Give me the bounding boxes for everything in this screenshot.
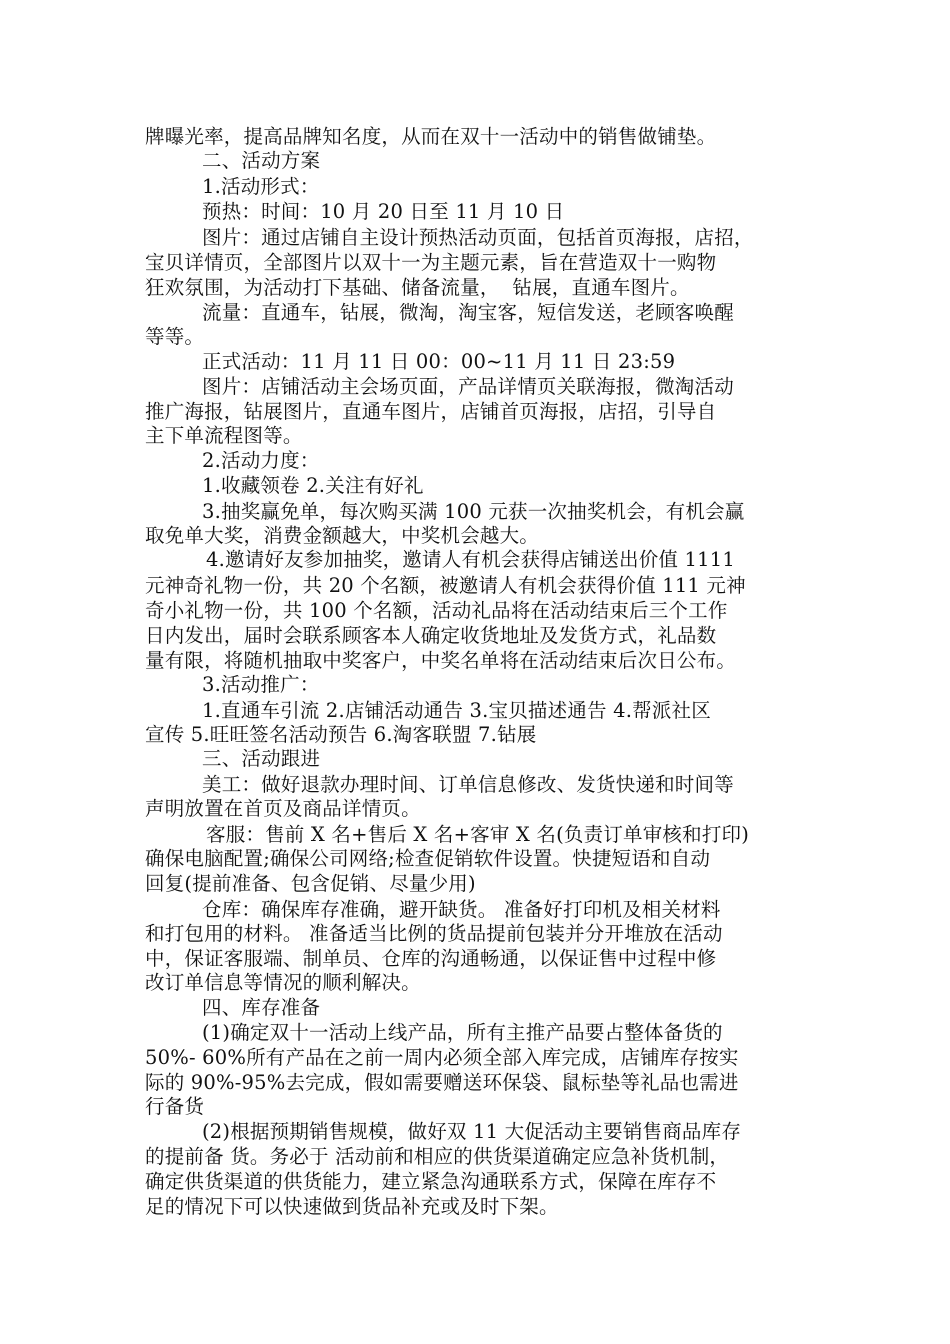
text-line: 牌曝光率，提高品牌知名度，从而在双十一活动中的销售做铺垫。 [145, 125, 717, 148]
text-line: 足的情况下可以快速做到货品补充或及时下架。 [145, 1195, 559, 1218]
section-heading: 四、库存准备 [202, 996, 321, 1019]
text-line: 3.抽奖赢免单，每次购买满 100 元获一次抽奖机会，有机会赢 [202, 500, 745, 523]
text-line: 客服：售前 X 名+售后 X 名+客审 X 名(负责订单审核和打印) [206, 823, 750, 846]
text-line: 美工：做好退款办理时间、订单信息修改、发货快递和时间等 [202, 773, 734, 796]
text-line: 日内发出，届时会联系顾客本人确定收货地址及发货方式，礼品数 [145, 624, 717, 647]
subheading: 3.活动推广： [202, 673, 320, 696]
text-line: 回复(提前准备、包含促销、尽量少用) [145, 872, 476, 895]
text-line: 的提前备 货。务必于 活动前和相应的供货渠道确定应急补货机制， [145, 1145, 730, 1168]
subheading: 2.活动力度： [202, 449, 320, 472]
text-line: 声明放置在首页及商品详情页。 [145, 797, 421, 820]
text-line: 确保电脑配置;确保公司网络;检查促销软件设置。快捷短语和自动 [145, 847, 711, 870]
text-line: 等等。 [145, 325, 205, 348]
text-line: 奇小礼物一份，共 100 个名额，活动礼品将在活动结束后三个工作 [145, 599, 728, 622]
text-line: 图片：通过店铺自主设计预热活动页面，包括首页海报，店招， [202, 226, 754, 249]
text-line: 流量：直通车，钻展，微淘，淘宝客，短信发送，老顾客唤醒 [202, 301, 734, 324]
text-line: 行备货 [145, 1095, 205, 1118]
text-line: 4.邀请好友参加抽奖，邀请人有机会获得店铺送出价值 1111 [206, 548, 735, 571]
text-line: 1.直通车引流 2.店铺活动通告 3.宝贝描述通告 4.帮派社区 [202, 699, 711, 722]
text-line: 图片：店铺活动主会场页面，产品详情页关联海报，微淘活动 [202, 375, 734, 398]
text-line: 预热：时间：10 月 20 日至 11 月 10 日 [202, 200, 565, 223]
text-line: 中，保证客服端、制单员、仓库的沟通畅通，以保证售中过程中修 [145, 947, 717, 970]
text-line: 确定供货渠道的供货能力，建立紧急沟通联系方式，保障在库存不 [145, 1170, 717, 1193]
text-line: 宣传 5.旺旺签名活动预告 6.淘客联盟 7.钻展 [145, 723, 537, 746]
text-line: 和打包用的材料。 准备适当比例的货品提前包装并分开堆放在活动 [145, 922, 723, 945]
text-line: 狂欢氛围，为活动打下基础、储备流量， 钻展，直通车图片。 [145, 276, 690, 299]
text-line: 宝贝详情页，全部图片以双十一为主题元素，旨在营造双十一购物 [145, 251, 717, 274]
text-line: 取免单大奖，消费金额越大，中奖机会越大。 [145, 524, 540, 547]
text-line: 主下单流程图等。 [145, 424, 303, 447]
text-line: (2)根据预期销售规模，做好双 11 大促活动主要销售商品库存 [202, 1120, 742, 1143]
text-line: 元神奇礼物一份，共 20 个名额，被邀请人有机会获得价值 111 元神 [145, 574, 746, 597]
subheading: 1.活动形式： [202, 175, 320, 198]
text-line: 50%- 60%所有产品在之前一周内必须全部入库完成，店铺库存按实 [145, 1046, 739, 1069]
text-line: 正式活动：11 月 11 日 00：00~11 月 11 日 23:59 [202, 350, 676, 373]
text-line: 仓库：确保库存准确，避开缺货。 准备好打印机及相关材料 [202, 898, 721, 921]
section-heading: 二、活动方案 [202, 149, 321, 172]
text-line: 改订单信息等情况的顺利解决。 [145, 971, 421, 994]
text-line: 量有限，将随机抽取中奖客户，中奖名单将在活动结束后次日公布。 [145, 649, 737, 672]
text-line: 1.收藏领卷 2.关注有好礼 [202, 474, 424, 497]
text-line: 际的 90%-95%去完成，假如需要赠送环保袋、鼠标垫等礼品也需进 [145, 1071, 739, 1094]
text-line: (1)确定双十一活动上线产品，所有主推产品要占整体备货的 [202, 1021, 723, 1044]
section-heading: 三、活动跟进 [202, 747, 321, 770]
text-line: 推广海报，钻展图片，直通车图片，店铺首页海报，店招，引导自 [145, 400, 717, 423]
